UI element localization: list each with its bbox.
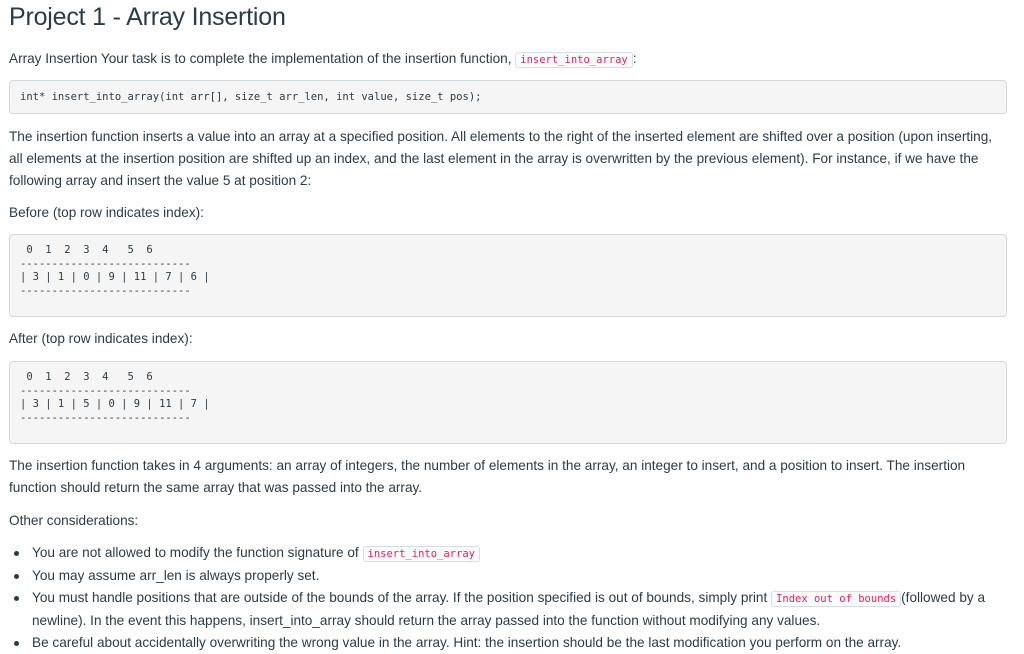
error-message-code: Index out of bounds xyxy=(771,591,901,607)
description-paragraph: The insertion function inserts a value into an array at a specified position. All elements to the right of the inserted element are shifted over a position (upon inserting, all elements at the insertion position are shifted up an index, and the last element in the array is overwritten by the previous element). For instance, if we have the following array and insert the value 5 at position 2: xyxy=(9,129,993,188)
bullet-text: You must handle positions that are outside of the bounds of the array. If the position specified is out of bounds, simply print xyxy=(32,590,768,605)
before-array-block xyxy=(9,234,1007,317)
bullet-text: (followed by a newline). In the event this happens, insert_into_array should return the array passed into the function without modifying any values. xyxy=(32,590,986,628)
list-item xyxy=(9,542,1011,565)
bullet-text: Be careful about accidentally overwriting the wrong value in the array. Hint: the insertion should be the last modification you perform on the array. xyxy=(32,635,902,650)
before-label: Before (top row indicates index): xyxy=(9,205,204,220)
before-array-code: 0 1 2 3 4 5 6 --------------------------- | 3 | 1 | 0 | 9 | 11 | 7 | 6 | --------------------------- xyxy=(20,244,210,297)
bullet-text: You are not allowed to modify the function signature of xyxy=(32,545,359,560)
page-title: Project 1 - Array Insertion xyxy=(9,3,286,31)
signature-code: int* insert_into_array(int arr[], size_t arr_len, int value, size_t pos); xyxy=(20,91,482,103)
signature-code-block xyxy=(9,80,1007,114)
other-considerations-label: Other considerations: xyxy=(9,513,139,528)
after-array-code: 0 1 2 3 4 5 6 --------------------------- | 3 | 1 | 5 | 0 | 9 | 11 | 7 | --------------------------- xyxy=(20,371,210,424)
list-item xyxy=(9,587,1011,632)
after-array-block xyxy=(9,361,1007,444)
arguments-paragraph: The insertion function takes in 4 arguments: an array of integers, the number of elements in the array, an integer to insert, and a position to insert. The insertion function should return the same array that was passed into the array. xyxy=(9,458,966,495)
considerations-list xyxy=(9,542,1011,654)
intro-colon: : xyxy=(632,51,637,66)
after-label: After (top row indicates index): xyxy=(9,331,193,346)
list-item xyxy=(9,565,1011,587)
function-name-code: insert_into_array xyxy=(515,52,632,68)
bullet-text: You may assume arr_len is always properly set. xyxy=(32,568,320,583)
function-name-code: insert_into_array xyxy=(363,546,480,562)
intro-paragraph xyxy=(9,48,637,71)
intro-text: Array Insertion Your task is to complete the implementation of the insertion function, xyxy=(9,51,512,66)
list-item xyxy=(9,632,1011,654)
